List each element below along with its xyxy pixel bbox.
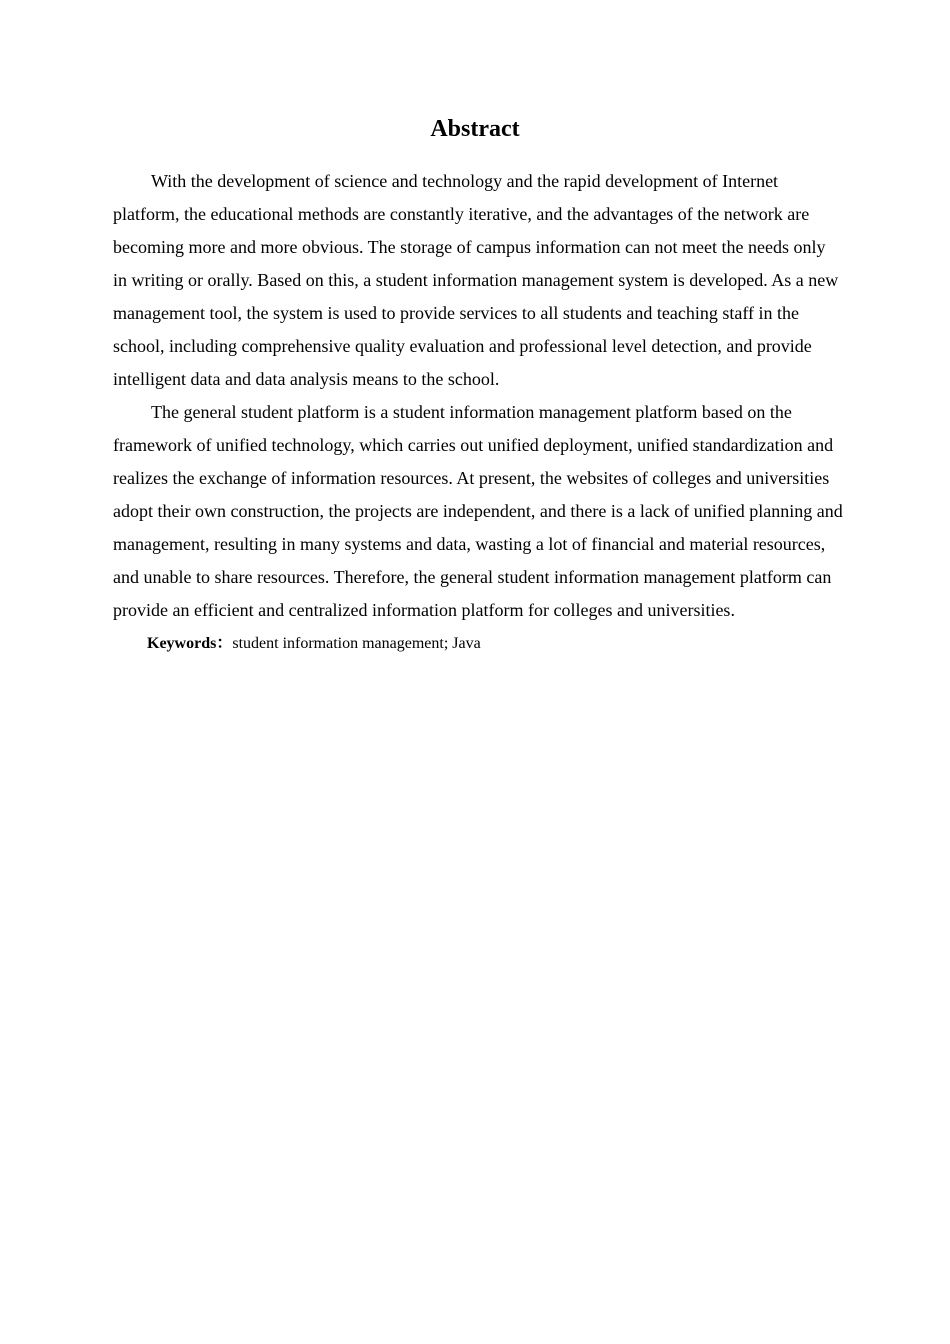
keywords-label: Keywords： (147, 635, 233, 652)
keywords-value: student information management; Java (232, 635, 481, 652)
abstract-title: Abstract (430, 116, 520, 142)
abstract-body (113, 165, 843, 660)
abstract-paragraph-2: The general student platform is a student information management platform based on the framework of unified technology, which carries out unified deployment, unified standardization and realizes the exchange of information resources. At present, the websites of colleges and universities adopt their own construction, the projects are independent, and there is a lack of unified planning and management, resulting in many systems and data, wasting a lot of financial and material resources, and unable to share resources. Therefore, the general student information management platform can provide an efficient and centralized information platform for colleges and universities. (113, 402, 843, 620)
abstract-paragraph-1: With the development of science and technology and the rapid development of Internet platform, the educational methods are constantly iterative, and the advantages of the network are becoming more and more obvious. The storage of campus information can not meet the needs only in writing or orally. Based on this, a student information management system is developed. As a new management tool, the system is used to provide services to all students and teaching staff in the school, including comprehensive quality evaluation and professional level detection, and provide intelligent data and data analysis means to the school. (113, 171, 839, 389)
keywords-line (113, 627, 843, 660)
